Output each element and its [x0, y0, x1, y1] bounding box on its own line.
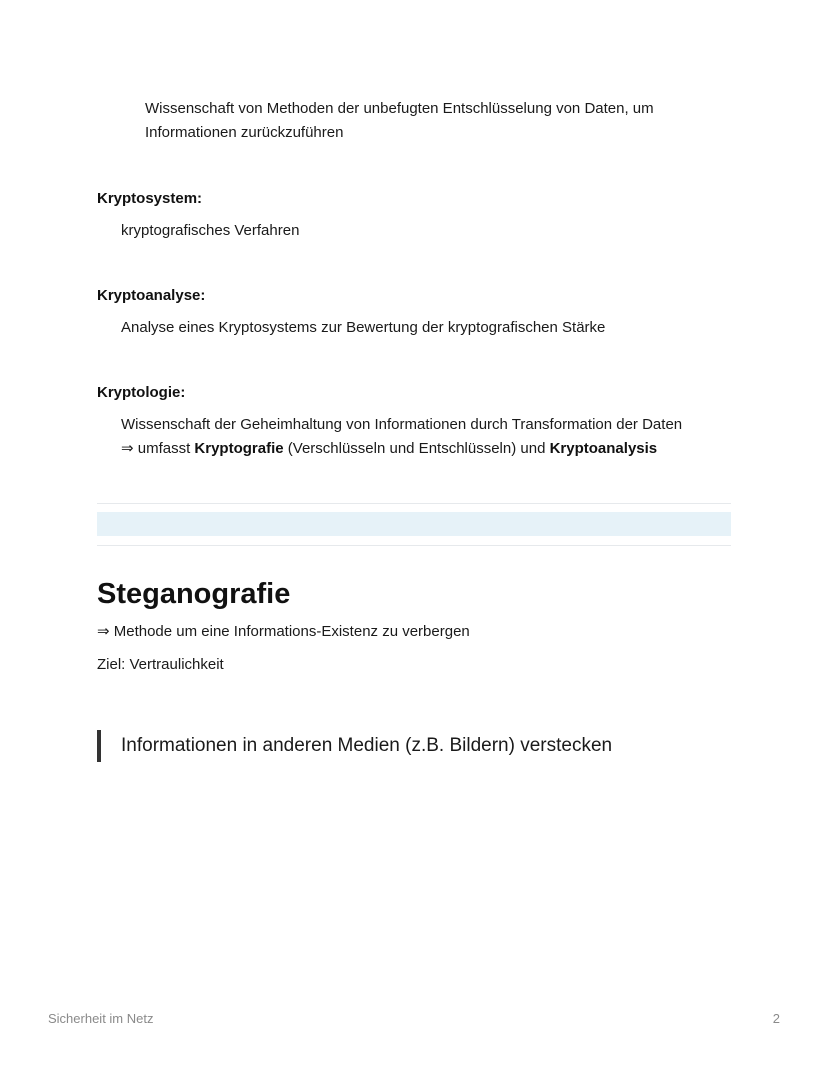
definition-kryptologie [121, 413, 682, 461]
kryptoanalysis-bold: Kryptoanalysis [549, 440, 658, 457]
page-number: 2 [772, 1011, 780, 1026]
term-kryptoanalyse: Kryptoanalyse: [97, 287, 206, 304]
term-kryptologie: Kryptologie: [97, 384, 186, 401]
footer-title: Sicherheit im Netz [48, 1011, 154, 1026]
definition-kryptologie-line-2 [121, 437, 682, 461]
intro-definition-line-1: Wissenschaft von Methoden der unbefugten Entschlüsselung von Daten, um [145, 100, 654, 117]
heading-steganografie: Steganografie [97, 578, 291, 610]
intro-definition [145, 97, 654, 145]
definition-kryptosystem: kryptografisches Verfahren [121, 222, 300, 239]
kryptologie-prefix: ⇒ umfasst [121, 440, 195, 457]
divider-top [97, 503, 731, 504]
blockquote-text: Informationen in anderen Medien (z.B. Bildern) verstecken [121, 735, 613, 756]
term-kryptosystem: Kryptosystem: [97, 190, 203, 207]
highlight-band [97, 512, 731, 536]
kryptologie-middle: (Verschlüsseln und Entschlüsseln) und [283, 440, 550, 457]
blockquote-bar [97, 730, 101, 762]
blockquote [97, 730, 731, 762]
steganografie-goal: Ziel: Vertraulichkeit [97, 656, 224, 673]
kryptografie-bold: Kryptografie [194, 440, 284, 457]
definition-kryptologie-line-1: Wissenschaft der Geheimhaltung von Informationen durch Transformation der Daten [121, 416, 683, 433]
definition-kryptoanalyse: Analyse eines Kryptosystems zur Bewertung der kryptografischen Stärke [121, 319, 606, 336]
steganografie-description: ⇒ Methode um eine Informations-Existenz zu verbergen [97, 623, 470, 640]
divider-bottom [97, 545, 731, 546]
intro-definition-line-2: Informationen zurückzuführen [145, 124, 344, 141]
